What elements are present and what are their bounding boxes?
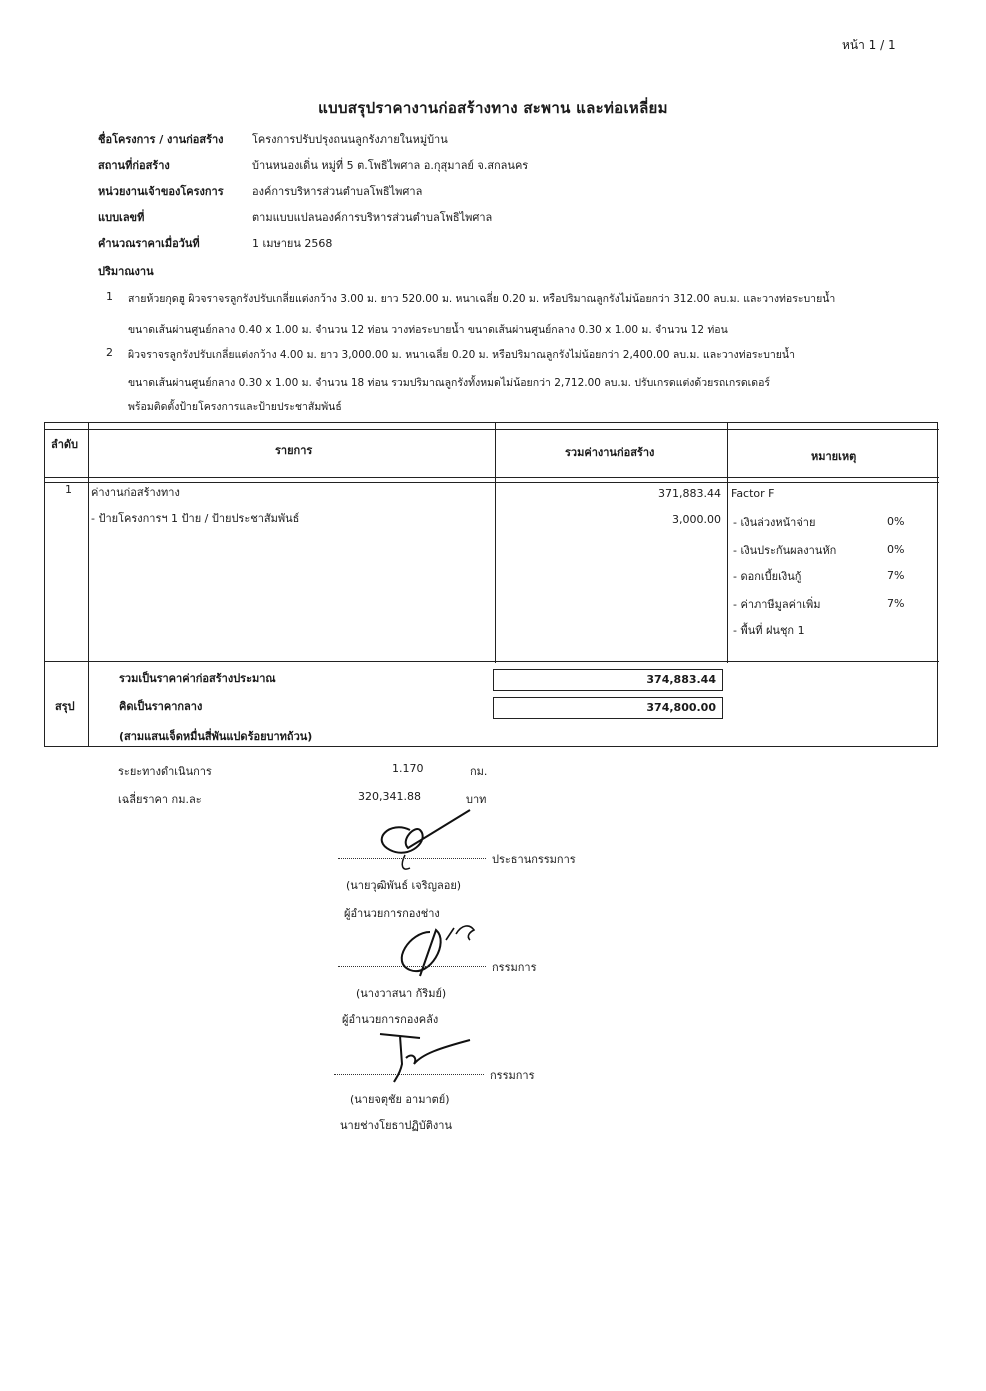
handwritten-signature <box>360 800 490 880</box>
signature-line <box>338 858 486 859</box>
avg-price-label: เฉลี่ยราคา กม.ละ <box>118 793 202 806</box>
remark-label: - เงินล่วงหน้าจ่าย <box>733 516 816 529</box>
cost-table <box>44 422 938 747</box>
table-divider <box>45 661 939 662</box>
median-price-box <box>493 697 723 719</box>
table-divider <box>495 423 496 663</box>
distance-value: 1.170 <box>392 762 424 775</box>
signer-name: (นายจตุชัย อามาตย์) <box>350 1093 450 1106</box>
work-item-no: 1 <box>106 290 113 303</box>
remark-value: 7% <box>887 597 905 610</box>
work-item-line: ขนาดเส้นผ่านศูนย์กลาง 0.40 x 1.00 ม. จำนวน 12 ท่อน วางท่อระบายน้ำ ขนาดเส้นผ่านศูนย์กลาง 0.30 x 1.00 ม. จำนวน 12 ท่อน <box>128 324 728 336</box>
remark-value: 0% <box>887 543 905 556</box>
page-number: หน้า 1 / 1 <box>842 38 896 52</box>
work-item-no: 2 <box>106 346 113 359</box>
drawing-no-value: ตามแบบแปลนองค์การบริหารส่วนตำบลโพธิไพศาล <box>252 211 493 224</box>
work-item-line: ขนาดเส้นผ่านศูนย์กลาง 0.30 x 1.00 ม. จำนวน 18 ท่อน รวมปริมาณลูกรังทั้งหมดไม่น้อยกว่า 2,712.00 ลบ.ม. ปรับเกรดแต่งด้วยรถเกรดเดอร์ <box>128 377 771 389</box>
table-divider <box>45 477 939 478</box>
row-item: ค่างานก่อสร้างทาง <box>91 486 180 499</box>
header-remark: หมายเหตุ <box>811 450 857 463</box>
table-divider <box>88 423 89 663</box>
signer-position: ผู้อำนวยการกองช่าง <box>344 907 440 920</box>
remark-label: - เงินประกันผลงานหัก <box>733 544 837 557</box>
signer-position: ผู้อำนวยการกองคลัง <box>342 1013 439 1026</box>
summary-label: สรุป <box>55 700 75 713</box>
row-amount: 3,000.00 <box>672 513 721 526</box>
summary-total-label: รวมเป็นราคาค่าก่อสร้างประมาณ <box>119 672 276 685</box>
handwritten-signature <box>370 912 500 982</box>
summary-total-box <box>493 669 723 691</box>
owner-value: องค์การบริหารส่วนตำบลโพธิไพศาล <box>252 185 423 198</box>
table-divider <box>45 429 939 430</box>
avg-price-unit: บาท <box>466 793 487 806</box>
signer-name: (นางวาสนา ก้ริมย์) <box>356 987 447 1000</box>
signature-line <box>334 1074 484 1075</box>
project-name-value: โครงการปรับปรุงถนนลูกรังภายในหมู่บ้าน <box>252 133 448 146</box>
table-divider <box>88 661 89 747</box>
remark-label: - ดอกเบี้ยเงินกู้ <box>733 570 802 583</box>
signer-role: ประธานกรรมการ <box>492 853 576 866</box>
remark-value: 0% <box>887 515 905 528</box>
location-value: บ้านหนองเดิ่น หมู่ที่ 5 ต.โพธิไพศาล อ.กุสุมาลย์ จ.สกลนคร <box>252 159 529 172</box>
work-item-line: พร้อมติดตั้งป้ายโครงการและป้ายประชาสัมพันธ์ <box>128 401 342 413</box>
distance-unit: กม. <box>470 765 488 778</box>
drawing-no-label: แบบเลขที่ <box>98 211 145 224</box>
handwritten-signature <box>350 1024 480 1084</box>
row-no: 1 <box>65 483 72 496</box>
median-price-label: คิดเป็นราคากลาง <box>119 700 203 713</box>
remark-value: 7% <box>887 569 905 582</box>
calc-date-value: 1 เมษายน 2568 <box>252 237 333 250</box>
document-title: แบบสรุปราคางานก่อสร้างทาง สะพาน และท่อเหลี่ยม <box>318 99 668 117</box>
table-divider <box>727 423 728 663</box>
work-item-line: สายห้วยกุดฮู ผิวจราจรลูกรังปรับเกลี่ยแต่งกว้าง 3.00 ม. ยาว 520.00 ม. หนาเฉลี่ย 0.20 ม. หรือปริมาณลูกรังไม่น้อยกว่า 312.00 ลบ.ม. และวางท่อระบายน้ำ <box>128 293 836 305</box>
signature-line <box>338 966 486 967</box>
remark-label: - พื้นที่ ฝนชุก 1 <box>733 624 805 637</box>
avg-price-value: 320,341.88 <box>358 790 421 803</box>
calc-date-label: คำนวณราคาเมื่อวันที่ <box>98 237 200 250</box>
location-label: สถานที่ก่อสร้าง <box>98 159 170 172</box>
signer-name: (นายวุฒิพันธ์ เจริญลอย) <box>346 879 462 892</box>
distance-label: ระยะทางดำเนินการ <box>118 765 212 778</box>
signer-role: กรรมการ <box>490 1069 535 1082</box>
row-item: - ป้ายโครงการฯ 1 ป้าย / ป้ายประชาสัมพันธ์ <box>91 512 300 525</box>
header-item: รายการ <box>275 444 313 457</box>
row-amount: 371,883.44 <box>658 487 721 500</box>
signer-position: นายช่างโยธาปฏิบัติงาน <box>340 1119 452 1132</box>
signer-role: กรรมการ <box>492 961 537 974</box>
header-no: ลำดับ <box>51 438 79 451</box>
work-heading: ปริมาณงาน <box>98 265 154 278</box>
work-item-line: ผิวจราจรลูกรังปรับเกลี่ยแต่งกว้าง 4.00 ม. ยาว 3,000.00 ม. หนาเฉลี่ย 0.20 ม. หรือปริมาณลูกรังไม่น้อยกว่า 2,400.00 ลบ.ม. และวางท่อระบายน้ำ <box>128 349 795 361</box>
factor-label: Factor F <box>731 487 775 500</box>
summary-total-value: 374,883.44 <box>646 673 716 686</box>
amount-in-words: (สามแสนเจ็ดหมื่นสี่พันแปดร้อยบาทถ้วน) <box>119 730 313 743</box>
header-total: รวมค่างานก่อสร้าง <box>565 446 655 459</box>
owner-label: หน่วยงานเจ้าของโครงการ <box>98 185 224 198</box>
median-price-value: 374,800.00 <box>646 701 716 714</box>
remark-label: - ค่าภาษีมูลค่าเพิ่ม <box>733 598 821 611</box>
project-name-label: ชื่อโครงการ / งานก่อสร้าง <box>98 133 224 146</box>
